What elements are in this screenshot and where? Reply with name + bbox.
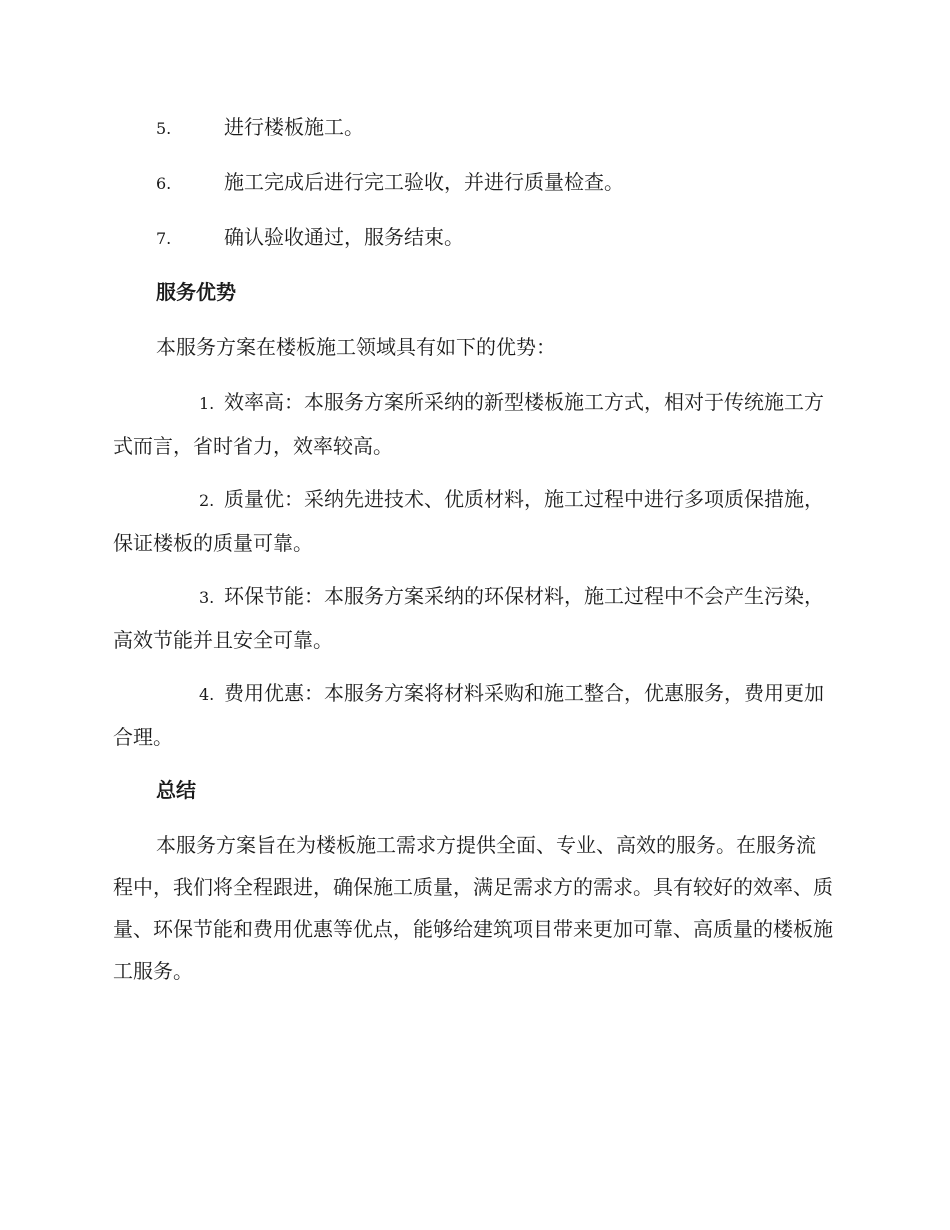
list-text: 进行楼板施工。 xyxy=(224,115,364,139)
list-number: 3. xyxy=(199,588,215,607)
list-text: 费用优惠：本服务方案将材料采购和施工整合，优惠服务，费用更加合理。 xyxy=(113,681,824,749)
advantage-item-2 xyxy=(113,478,833,564)
list-text: 施工完成后进行完工验收，并进行质量检查。 xyxy=(224,170,624,194)
list-number: 2. xyxy=(199,491,215,510)
list-text: 确认验收通过，服务结束。 xyxy=(224,225,464,249)
advantage-item-1 xyxy=(113,381,833,467)
advantage-item-4 xyxy=(113,672,833,758)
section-heading-advantages: 服务优势 xyxy=(156,280,236,304)
list-text: 质量优：采纳先进技术、优质材料，施工过程中进行多项质保措施，保证楼板的质量可靠。 xyxy=(113,487,824,555)
list-number: 5. xyxy=(156,119,172,138)
process-item-5 xyxy=(156,106,364,150)
list-number: 1. xyxy=(199,394,215,413)
advantages-intro: 本服务方案在楼板施工领域具有如下的优势： xyxy=(156,335,556,359)
summary-paragraph: 本服务方案旨在为楼板施工需求方提供全面、专业、高效的服务。在服务流程中，我们将全程跟进，确保施工质量，满足需求方的需求。具有较好的效率、质量、环保节能和费用优惠等优点，能够给建筑项目带来更加可靠、高质量的楼板施工服务。 xyxy=(113,833,833,983)
process-item-6 xyxy=(156,161,624,205)
advantage-item-3 xyxy=(113,575,833,661)
list-number: 6. xyxy=(156,174,172,193)
list-text: 环保节能：本服务方案采纳的环保材料，施工过程中不会产生污染，高效节能并且安全可靠。 xyxy=(113,584,824,652)
process-item-7 xyxy=(156,216,464,260)
list-number: 4. xyxy=(199,685,215,704)
list-number: 7. xyxy=(156,229,172,248)
list-text: 效率高：本服务方案所采纳的新型楼板施工方式，相对于传统施工方式而言，省时省力，效率较高。 xyxy=(113,390,824,458)
section-heading-summary: 总结 xyxy=(156,778,196,802)
